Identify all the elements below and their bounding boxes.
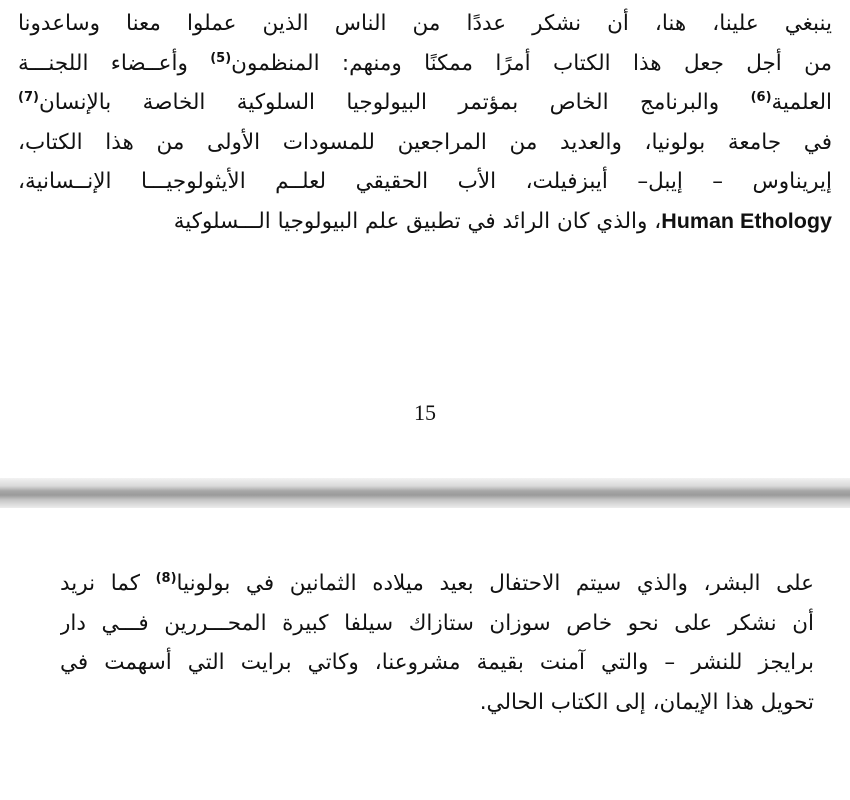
text-span: تحويل هذا الإيمان، إلى الكتاب الحالي.	[479, 689, 814, 715]
text-line	[60, 604, 814, 644]
text-line	[60, 643, 814, 683]
acknowledgements-paragraph-top	[18, 4, 832, 241]
text-line	[18, 162, 832, 202]
text-line	[18, 44, 832, 84]
text-span: على البشر، والذي سيتم الاحتفال بعيد ميلاده الثمانين في بولونيا	[176, 571, 814, 596]
text-span: إيريناوس – إيبل– أيبزفيلت، الأب الحقيقي لعلــم الأيثولوجيـــا الإنــسانية،	[18, 169, 832, 194]
text-span: العلمية	[771, 90, 832, 115]
latin-term: Human Ethology	[661, 208, 832, 233]
text-line	[18, 4, 832, 44]
page-number: 15	[414, 400, 436, 425]
footnote-marker: (7)	[18, 89, 39, 105]
footnote-marker: (6)	[750, 89, 772, 105]
text-line	[18, 202, 832, 242]
page-separator	[0, 478, 850, 508]
text-line	[18, 123, 832, 163]
acknowledgements-paragraph-bottom	[60, 564, 814, 722]
text-span: ، والذي كان الرائد في تطبيق علم البيولوجيا الـــسلوكية	[173, 208, 662, 234]
text-line	[18, 83, 832, 123]
text-span: برايجز للنشر – والتي آمنت بقيمة مشروعنا، وكاتي برايت التي أسهمت في	[60, 650, 814, 675]
text-span: ينبغي علينا، هنا، أن نشكر عددًا من الناس الذين عملوا معنا وساعدونا	[18, 11, 832, 36]
text-line	[60, 564, 814, 604]
text-span: كما نريد	[60, 571, 156, 596]
text-span: من أجل جعل هذا الكتاب أمرًا ممكنًا ومنهم: المنظمون	[231, 50, 832, 76]
text-span: أن نشكر على نحو خاص سوزان ستازاك سيلفا كبيرة المحـــررين فـــي دار	[60, 610, 814, 636]
text-span: والبرنامج الخاص بمؤتمر البيولوجيا السلوكية الخاصة بالإنسان	[38, 90, 751, 115]
bottom-page	[0, 508, 850, 800]
footnote-marker: (5)	[210, 50, 232, 66]
text-span: وأعــضاء اللجنـــة	[18, 50, 211, 76]
text-span: في جامعة بولونيا، والعديد من المراجعين للمسودات الأولى من هذا الكتاب،	[18, 129, 832, 155]
text-line	[60, 683, 814, 723]
footnote-marker: (8)	[155, 570, 177, 586]
